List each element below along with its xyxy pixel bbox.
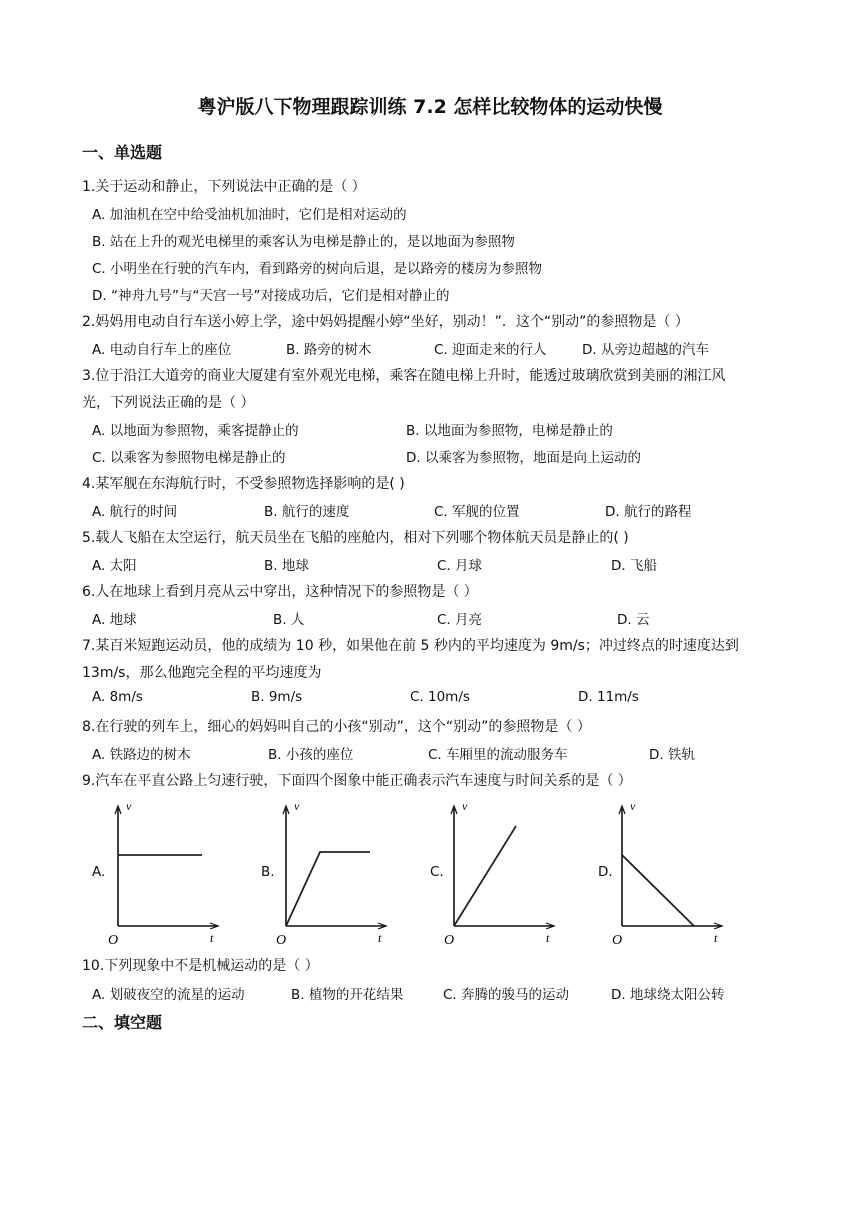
question-6-option-a: A. 地球	[92, 612, 137, 628]
question-3-option-b: B. 以地面为参照物，电梯是静止的	[406, 423, 613, 439]
question-9-graph-c-origin: O	[444, 933, 455, 948]
question-6-stem: 6.人在地球上看到月亮从云中穿出，这种情况下的参照物是（ ）	[82, 584, 478, 600]
question-9-graph-d	[610, 796, 730, 948]
question-7-option-a: A. 8m/s	[92, 689, 143, 705]
question-9-stem: 9.汽车在平直公路上匀速行驶，下面四个图象中能正确表示汽车速度与时间关系的是（ ）	[82, 773, 632, 789]
question-3-option-c: C. 以乘客为参照物电梯是静止的	[92, 450, 286, 466]
question-2-option-d: D. 从旁边超越的汽车	[582, 342, 709, 358]
question-1-option-c: C. 小明坐在行驶的汽车内，看到路旁的树向后退，是以路旁的楼房为参照物	[92, 261, 543, 277]
question-9-graph-d-t-label: t	[714, 931, 718, 945]
question-9-option-b-label: B.	[261, 864, 275, 880]
question-9-graph-c-t-label: t	[546, 931, 550, 945]
question-9-option-a-label: A.	[92, 864, 106, 880]
question-7-option-d: D. 11m/s	[578, 689, 639, 705]
question-7-stem-line-2: 13m/s，那么他跑完全程的平均速度为	[82, 665, 322, 681]
question-3-stem-line-1: 3.位于沿江大道旁的商业大厦建有室外观光电梯，乘客在随电梯上升时，能透过玻璃欣赏到美丽的湘江风	[82, 368, 726, 384]
question-10-option-d: D. 地球绕太阳公转	[611, 987, 725, 1003]
question-10-option-c: C. 奔腾的骏马的运动	[443, 987, 570, 1003]
question-10-stem: 10.下列现象中不是机械运动的是（ ）	[82, 958, 319, 974]
question-9-graph-d-origin: O	[612, 933, 623, 948]
question-9-graph-b	[274, 796, 394, 948]
question-4-option-a: A. 航行的时间	[92, 504, 178, 520]
question-1-stem: 1.关于运动和静止，下列说法中正确的是（ ）	[82, 179, 366, 195]
question-9-graph-c	[442, 796, 562, 948]
question-8-stem: 8.在行驶的列车上，细心的妈妈叫自己的小孩“别动”，这个“别动”的参照物是（ ）	[82, 719, 591, 735]
question-9-graph-a-t-label: t	[210, 931, 214, 945]
question-4-option-b: B. 航行的速度	[264, 504, 350, 520]
page-title: 粤沪版八下物理跟踪训练 7.2 怎样比较物体的运动快慢	[197, 96, 663, 118]
question-3-stem-line-2: 光，下列说法正确的是（ ）	[82, 395, 255, 411]
question-4-stem: 4.某军舰在东海航行时，不受参照物选择影响的是( )	[82, 476, 405, 492]
question-9-graph-a-origin: O	[108, 933, 119, 948]
question-5-option-a: A. 太阳	[92, 558, 137, 574]
question-2-option-a: A. 电动自行车上的座位	[92, 342, 232, 358]
question-9-graph-b-t-label: t	[378, 931, 382, 945]
question-5-option-d: D. 飞船	[611, 558, 657, 574]
question-1-option-a: A. 加油机在空中给受油机加油时，它们是相对运动的	[92, 207, 407, 223]
question-9-graph-b-v-label: v	[294, 799, 300, 813]
question-8-option-b: B. 小孩的座位	[268, 747, 354, 763]
question-8-option-c: C. 车厢里的流动服务车	[428, 747, 568, 763]
question-9-option-c-label: C.	[430, 864, 444, 880]
question-1-option-b: B. 站在上升的观光电梯里的乘客认为电梯是静止的，是以地面为参照物	[92, 234, 515, 250]
section-heading-single-choice: 一、单选题	[82, 143, 163, 162]
question-4-option-d: D. 航行的路程	[605, 504, 692, 520]
question-6-option-b: B. 人	[273, 612, 305, 628]
question-7-option-c: C. 10m/s	[410, 689, 470, 705]
question-5-option-b: B. 地球	[264, 558, 309, 574]
question-9-graph-a	[106, 796, 226, 948]
question-9-graph-d-v-label: v	[630, 799, 636, 813]
question-2-option-b: B. 路旁的树木	[286, 342, 372, 358]
question-8-option-d: D. 铁轨	[649, 747, 695, 763]
question-9-graph-a-v-label: v	[126, 799, 132, 813]
question-5-option-c: C. 月球	[437, 558, 483, 574]
question-6-option-d: D. 云	[617, 612, 650, 628]
question-4-option-c: C. 军舰的位置	[434, 504, 520, 520]
question-1-option-d: D. “神舟九号”与“天宫一号”对接成功后，它们是相对静止的	[92, 288, 450, 304]
section-heading-fill-in: 二、填空题	[82, 1013, 163, 1032]
question-7-stem-line-1: 7.某百米短跑运动员，他的成绩为 10 秒，如果他在前 5 秒内的平均速度为 9m/s；冲过终点的时速度达到	[82, 638, 739, 654]
question-3-option-a: A. 以地面为参照物，乘客提静止的	[92, 423, 299, 439]
question-7-option-b: B. 9m/s	[251, 689, 303, 705]
question-9-graph-c-v-label: v	[462, 799, 468, 813]
question-10-option-b: B. 植物的开花结果	[291, 987, 404, 1003]
question-6-option-c: C. 月亮	[437, 612, 483, 628]
question-10-option-a: A. 划破夜空的流星的运动	[92, 987, 245, 1003]
question-2-stem: 2.妈妈用电动自行车送小婷上学，途中妈妈提醒小婷“坐好，别动！”．这个“别动”的参照物是（ ）	[82, 314, 689, 330]
question-2-option-c: C. 迎面走来的行人	[434, 342, 547, 358]
question-9-graph-b-origin: O	[276, 933, 287, 948]
question-8-option-a: A. 铁路边的树木	[92, 747, 191, 763]
question-5-stem: 5.载人飞船在太空运行，航天员坐在飞船的座舱内，相对下列哪个物体航天员是静止的( )	[82, 530, 629, 546]
question-3-option-d: D. 以乘客为参照物，地面是向上运动的	[406, 450, 641, 466]
question-9-option-d-label: D.	[598, 864, 613, 880]
